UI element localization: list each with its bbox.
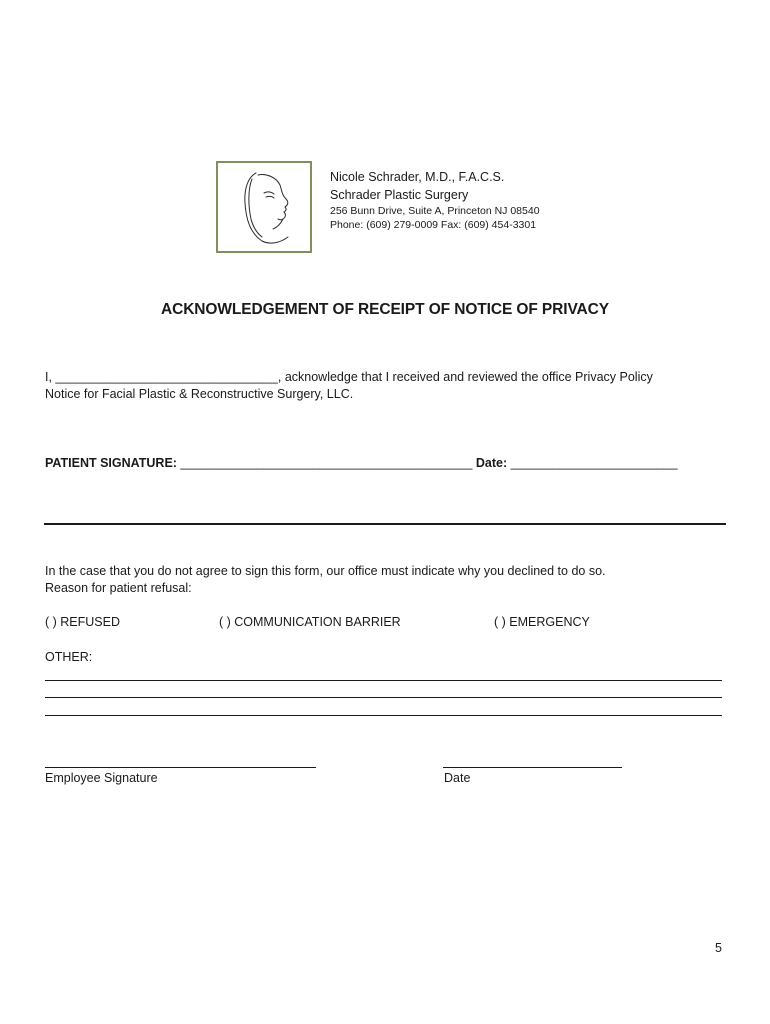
employee-date-line[interactable]	[443, 767, 622, 768]
other-line-3[interactable]	[45, 715, 722, 716]
employee-signature-line[interactable]	[45, 767, 316, 768]
option-refused[interactable]: ( ) REFUSED	[45, 615, 120, 629]
practice-name: Schrader Plastic Surgery	[330, 188, 469, 202]
other-line-1[interactable]	[45, 680, 722, 681]
practice-phone: Phone: (609) 279-0009 Fax: (609) 454-3301	[330, 219, 537, 231]
patient-signature-field[interactable]: __________________________________________	[176, 456, 476, 470]
page-title: ACKNOWLEDGEMENT OF RECEIPT OF NOTICE OF PRIVACY	[161, 301, 609, 318]
refusal-instruction: In the case that you do not agree to sign this form, our office must indicate why you declined to do so.	[45, 564, 606, 578]
patient-date-label: Date:	[475, 456, 508, 470]
acknowledgement-line-2: Notice for Facial Plastic & Reconstructive Surgery, LLC.	[45, 387, 354, 401]
practice-address: 256 Bunn Drive, Suite A, Princeton NJ 08540	[330, 205, 540, 217]
doctor-name: Nicole Schrader, M.D., F.A.C.S.	[330, 170, 505, 184]
employee-signature-label: Employee Signature	[45, 771, 158, 785]
patient-signature-label: PATIENT SIGNATURE:	[45, 456, 177, 470]
other-line-2[interactable]	[45, 697, 722, 698]
refusal-reason-label: Reason for patient refusal:	[45, 581, 192, 595]
section-divider	[44, 523, 726, 525]
practice-logo	[216, 161, 312, 253]
employee-date-label: Date	[444, 771, 471, 785]
option-emergency[interactable]: ( ) EMERGENCY	[494, 615, 590, 629]
option-communication-barrier[interactable]: ( ) COMMUNICATION BARRIER	[219, 615, 401, 629]
face-profile-icon	[218, 163, 310, 251]
patient-date-field[interactable]: ________________________	[507, 456, 678, 470]
other-label: OTHER:	[45, 650, 93, 664]
patient-signature-row	[45, 456, 677, 470]
acknowledgement-line-1: I, ________________________________, acknowledge that I received and reviewed the office Privacy Policy	[45, 370, 653, 384]
page-number: 5	[715, 941, 722, 955]
